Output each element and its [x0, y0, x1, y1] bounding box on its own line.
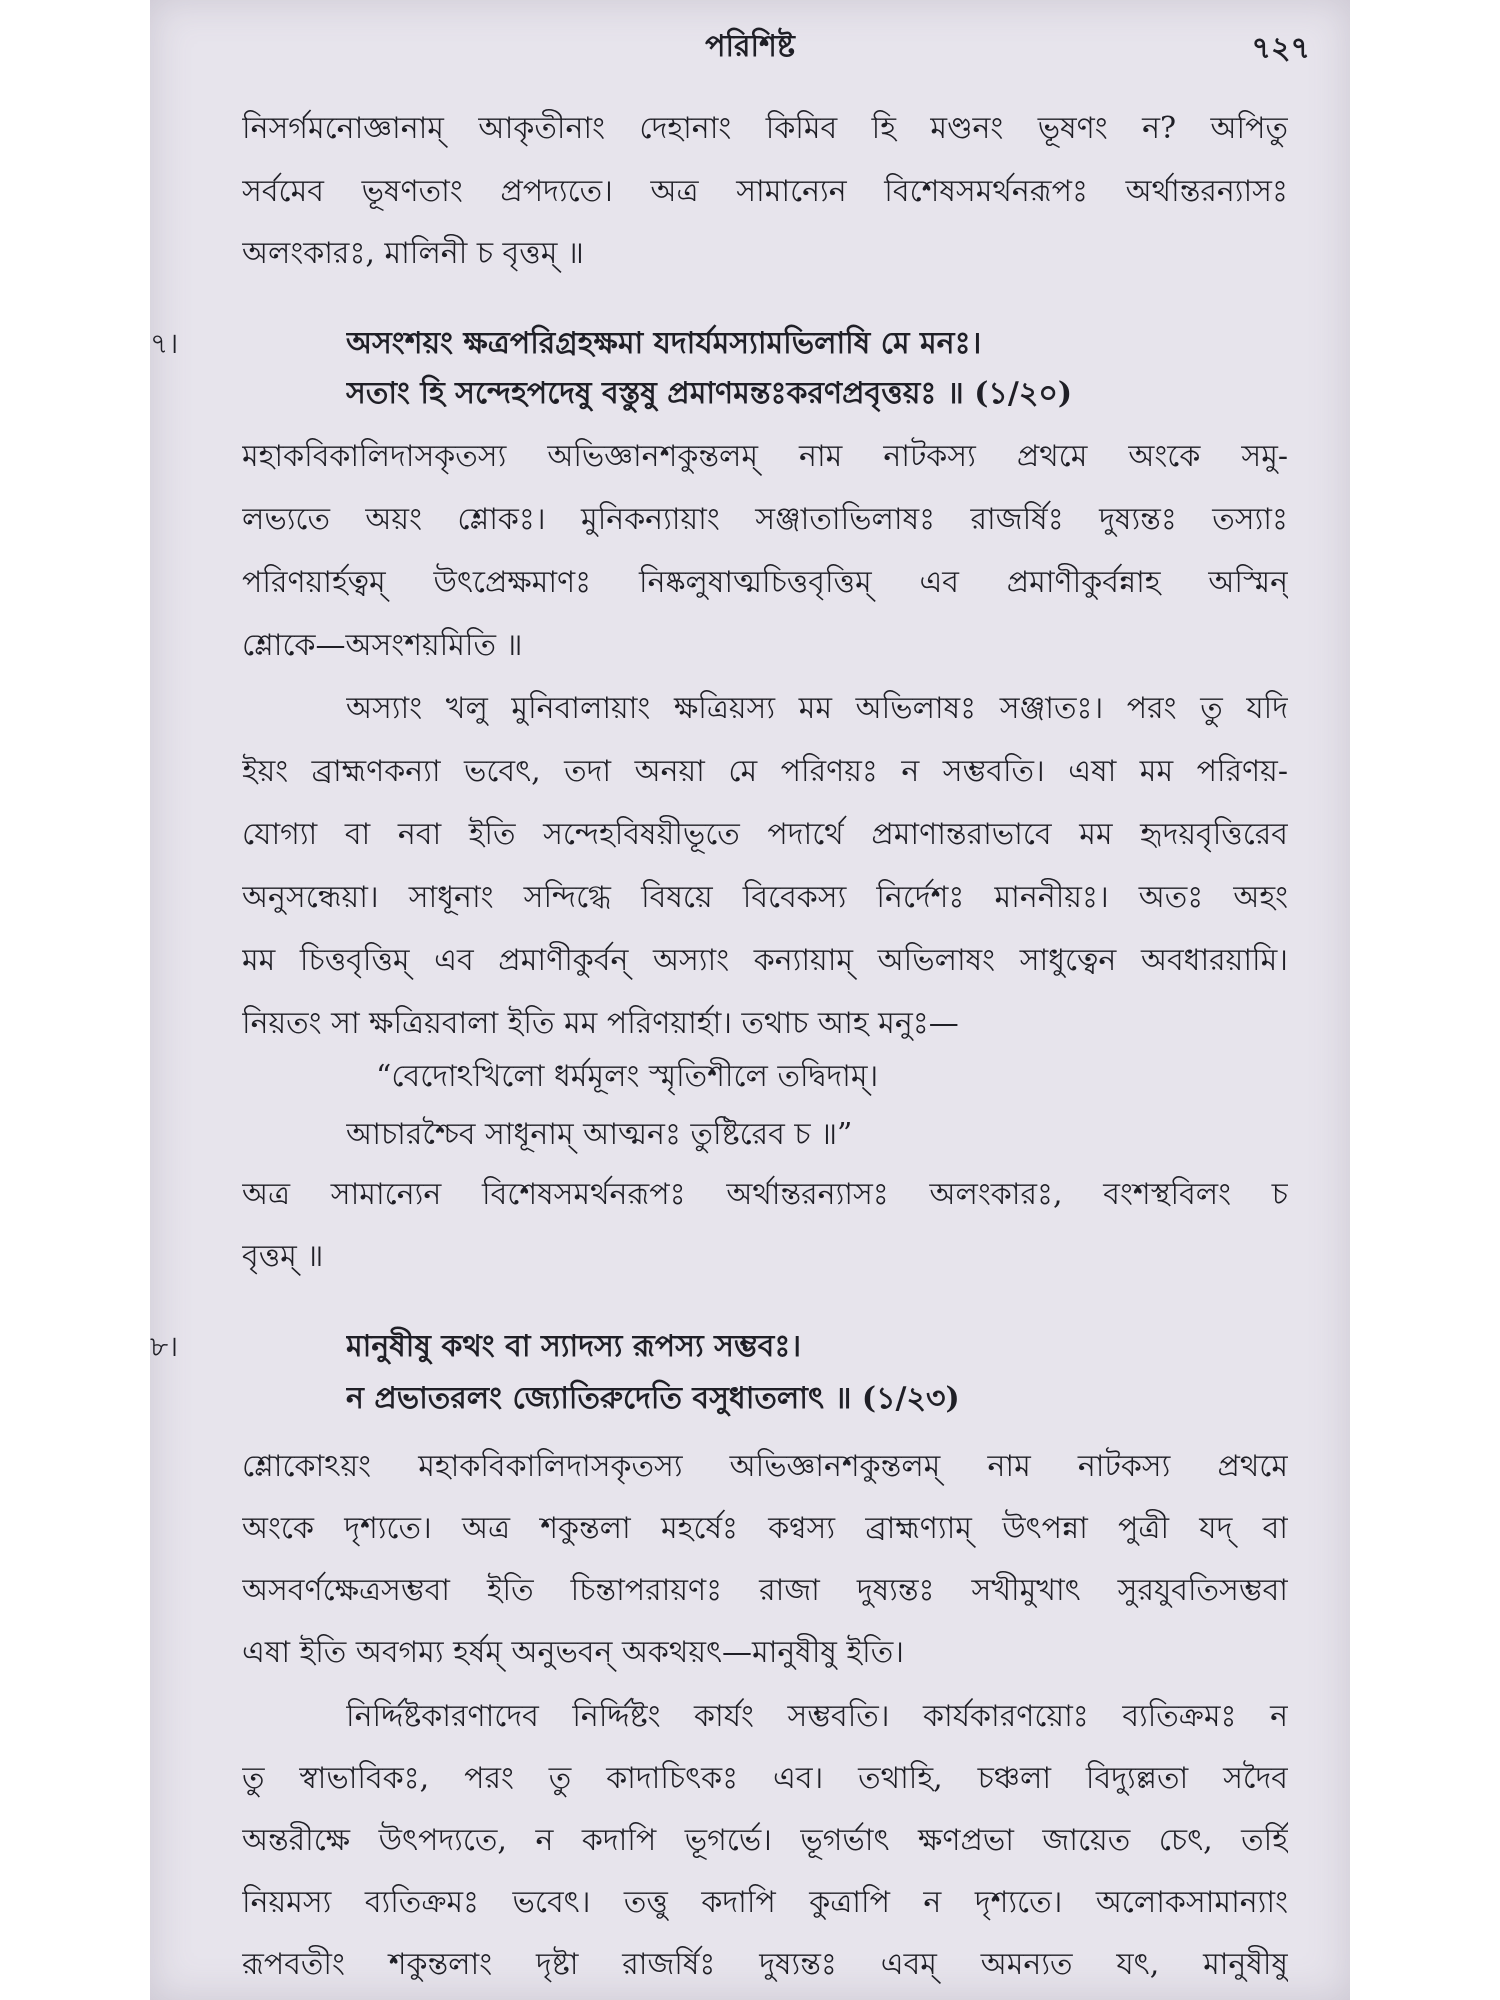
text-line: মহাকবিকালিদাসকৃতস্য অভিজ্ঞানশকুন্তলম্ নাম নাটকস্য প্রথমে অংকে সমু- — [242, 439, 1288, 474]
text-line: নিসর্গমনোজ্ঞানাম্ আকৃতীনাং দেহানাং কিমিব হি মণ্ডনং ভূষণং ন? অপিতু — [242, 111, 1288, 146]
text-line: তু স্বাভাবিকঃ, পরং তু কাদাচিৎকঃ এব। তথাহি, চঞ্চলা বিদ্যুল্লতা সদৈব — [242, 1761, 1288, 1796]
text-line: এষা ইতি অবগম্য হর্ষম্ অনুভবন্ অকথয়ৎ—মানুষীষু ইতি। — [242, 1635, 904, 1670]
text-line: ইয়ং ব্রাহ্মণকন্যা ভবেৎ, তদা অনয়া মে পরিণয়ঃ ন সম্ভবতি। এষা মম পরিণয়- — [242, 754, 1288, 789]
page-header — [150, 22, 1350, 72]
running-title: পরিশিষ্ট — [705, 29, 795, 64]
text-line: সর্বমেব ভূষণতাং প্রপদ্যতে। অত্র সামান্যেন বিশেষসমর্থনরূপঃ অর্থান্তরন্যাসঃ — [242, 174, 1288, 209]
text-line: অলংকারঃ, মালিনী চ বৃত্তম্ ॥ — [242, 236, 584, 271]
verse-number: ৭। — [150, 327, 179, 360]
text-line: বৃত্তম্ ॥ — [242, 1239, 324, 1274]
text-line: শ্লোকে—অসংশয়মিতি ॥ — [242, 628, 523, 663]
verse-number: ৮। — [150, 1330, 179, 1363]
text-line: শ্লোকোঽয়ং মহাকবিকালিদাসকৃতস্য অভিজ্ঞানশকুন্তলম্ নাম নাটকস্য প্রথমে — [242, 1449, 1288, 1484]
page-number: ৭২৭ — [1251, 31, 1310, 66]
quote-line: “বেদোঽখিলো ধর্মমূলং স্মৃতিশীলে তদ্বিদাম্। — [376, 1059, 879, 1094]
quote-line: আচারশ্চৈব সাধূনাম্ আত্মনঃ তুষ্টিরেব চ ॥” — [346, 1117, 853, 1152]
text-line: পরিণয়ার্হত্বম্ উৎপ্রেক্ষমাণঃ নিষ্কলুষাত্মচিত্তবৃত্তিম্ এব প্রমাণীকুর্বন্নাহ অস্মিন্ — [242, 565, 1288, 600]
book-page — [150, 0, 1350, 2000]
text-line: অংকে দৃশ্যতে। অত্র শকুন্তলা মহর্ষেঃ কণ্বস্য ব্রাহ্মণ্যাম্ উৎপন্না পুত্রী যদ্ বা — [242, 1511, 1288, 1546]
text-line: রূপবতীং শকুন্তলাং দৃষ্টা রাজর্ষিঃ দুষ্যন্তঃ এবম্ অমন্যত যৎ, মানুষীষু — [242, 1947, 1288, 1982]
text-line: নিয়তং সা ক্ষত্রিয়বালা ইতি মম পরিণয়ার্হা। তথাচ আহ মনুঃ— — [242, 1006, 959, 1041]
text-line: নির্দ্দিষ্টকারণাদেব নির্দ্দিষ্টং কার্যং সম্ভবতি। কার্যকারণয়োঃ ব্যতিক্রমঃ ন — [346, 1699, 1288, 1734]
text-line: মম চিত্তবৃত্তিম্ এব প্রমাণীকুর্বন্ অস্যাং কন্যায়াম্ অভিলাষং সাধুত্বেন অবধারয়ামি। — [242, 943, 1288, 978]
text-line: অস্যাং খলু মুনিবালায়াং ক্ষত্রিয়স্য মম অভিলাষঃ সঞ্জাতঃ। পরং তু যদি — [346, 691, 1288, 726]
text-line: অত্র সামান্যেন বিশেষসমর্থনরূপঃ অর্থান্তরন্যাসঃ অলংকারঃ, বংশস্থবিলং চ — [242, 1177, 1288, 1212]
text-line: যোগ্যা বা নবা ইতি সন্দেহবিষয়ীভূতে পদার্থে প্রমাণান্তরাভাবে মম হৃদয়বৃত্তিরেব — [242, 817, 1288, 852]
verse-line: মানুষীষু কথং বা স্যাদস্য রূপস্য সম্ভবঃ। — [346, 1329, 802, 1364]
text-line: লভ্যতে অয়ং শ্লোকঃ। মুনিকন্যায়াং সঞ্জাতাভিলাষঃ রাজর্ষিঃ দুষ্যন্তঃ তস্যাঃ — [242, 502, 1288, 537]
verse-line: সতাং হি সন্দেহপদেষু বস্তুষু প্রমাণমন্তঃকরণপ্রবৃত্তয়ঃ ॥ (১/২০) — [346, 376, 1073, 411]
text-line: নিয়মস্য ব্যতিক্রমঃ ভবেৎ। তত্তু কদাপি কুত্রাপি ন দৃশ্যতে। অলোকসামান্যাং — [242, 1885, 1288, 1920]
verse-line: অসংশয়ং ক্ষত্রপরিগ্রহক্ষমা যদার্যমস্যামভিলাষি মে মনঃ। — [346, 326, 982, 361]
text-line: অসবর্ণক্ষেত্রসম্ভবা ইতি চিন্তাপরায়ণঃ রাজা দুষ্যন্তঃ সখীমুখাৎ সুরযুবতিসম্ভবা — [242, 1573, 1288, 1608]
text-line: অনুসন্ধেয়া। সাধূনাং সন্দিগ্ধে বিষয়ে বিবেকস্য নির্দেশঃ মাননীয়ঃ। অতঃ অহং — [242, 880, 1288, 915]
text-line: অন্তরীক্ষে উৎপদ্যতে, ন কদাপি ভূগর্ভে। ভূগর্ভাৎ ক্ষণপ্রভা জায়েত চেৎ, তর্হি — [242, 1823, 1288, 1858]
verse-line: ন প্রভাতরলং জ্যোতিরুদেতি বসুধাতলাৎ ॥ (১/২৩) — [346, 1381, 960, 1416]
